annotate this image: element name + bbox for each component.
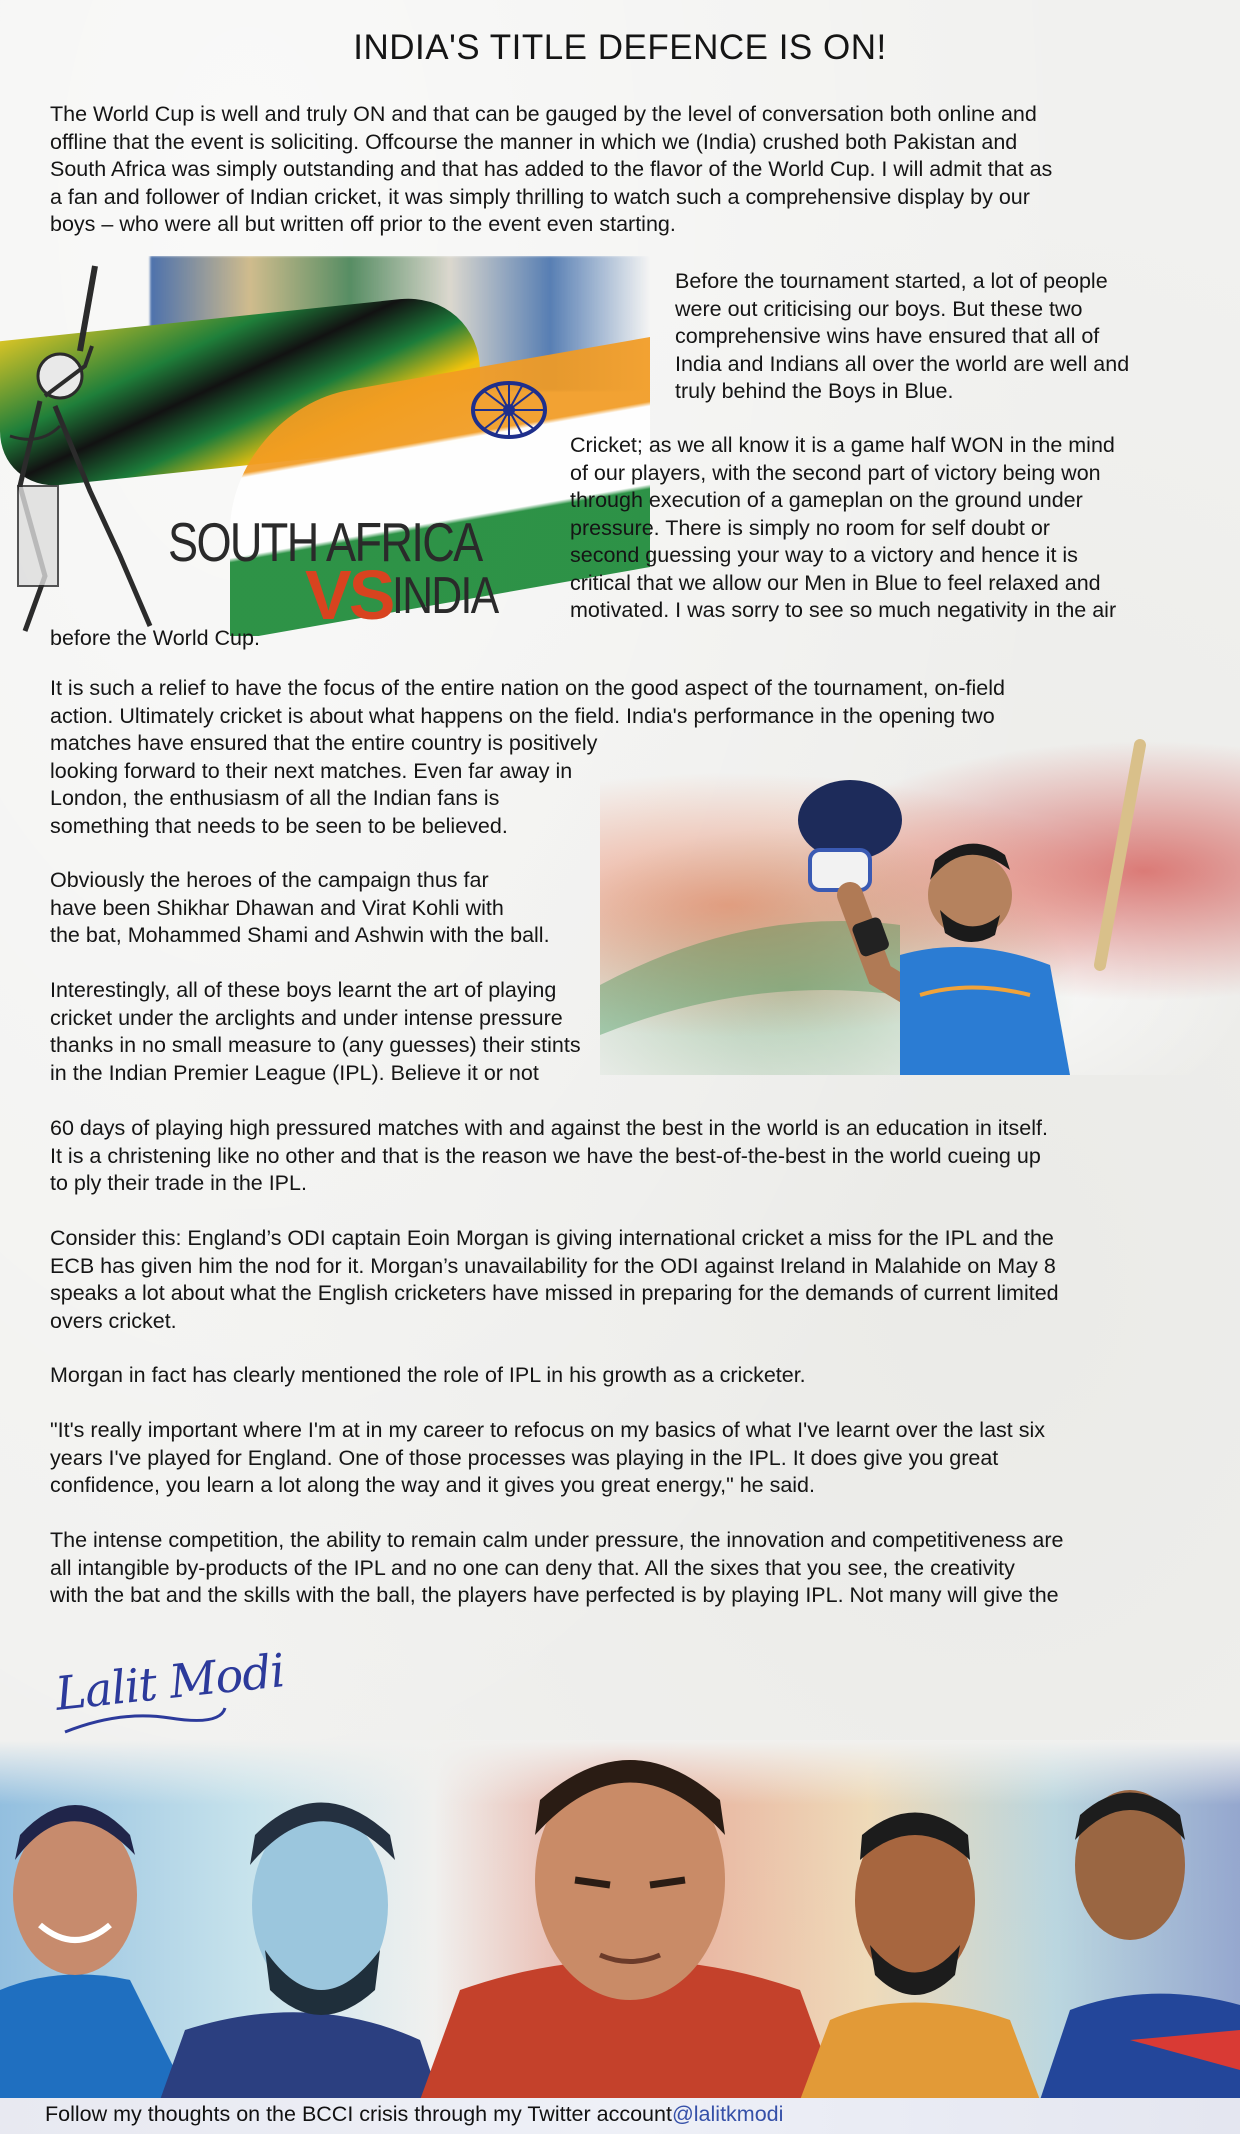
text-line: the bat, Mohammed Shami and Ashwin with the ball. <box>50 923 550 947</box>
text-line: all intangible by-products of the IPL and no one can deny that. All the sixes that you see, the creativity <box>50 1555 1015 1580</box>
paragraph-intro <box>50 101 1210 239</box>
text-line: Before the tournament started, a lot of people <box>675 269 1108 293</box>
footer-message <box>45 2102 783 2127</box>
text-line: pressure. There is simply no room for self doubt or <box>570 515 1050 540</box>
text-line: years I've played for England. One of those processes was playing in the IPL. It does give you great <box>50 1445 999 1470</box>
batsman-silhouette-icon <box>0 256 170 636</box>
text-line: were out criticising our boys. But these two <box>675 296 1083 321</box>
player-5-figure <box>1040 1790 1240 2100</box>
text-line: South Africa was simply outstanding and that has added to the flavor of the World Cup. I will admit that as <box>50 157 1053 181</box>
text-line: something that needs to be seen to be believed. <box>50 813 508 838</box>
paragraph-quote <box>50 1417 1210 1500</box>
paragraph-mindset <box>570 432 1116 625</box>
text-line: have been Shikhar Dhawan and Virat Kohli with <box>50 895 504 920</box>
text-line: cricket under the arclights and under intense pressure <box>50 1005 563 1030</box>
hero-team-2: INDIA <box>392 567 498 625</box>
twitter-handle-link[interactable]: @lalitkmodi <box>671 2102 784 2126</box>
paragraph-mindset-tail <box>50 625 260 653</box>
paragraph-morgan <box>50 1225 1210 1335</box>
text-line: Consider this: England’s ODI captain Eoin Morgan is giving international cricket a miss for the IPL and the <box>50 1226 1054 1250</box>
ashoka-chakra-icon <box>470 380 548 440</box>
text-line: second guessing your way to a victory and hence it is <box>570 543 1078 567</box>
text-line: London, the enthusiasm of all the Indian fans is <box>50 786 500 810</box>
text-line: comprehensive wins have ensured that all of <box>675 324 1100 348</box>
paragraph-criticism <box>675 268 1129 406</box>
hero-team-1: SOUTH AFRICA <box>168 511 482 573</box>
signature-flourish-icon <box>60 1700 230 1740</box>
text-line: Obviously the heroes of the campaign thus far <box>50 868 489 892</box>
hero-vs: VS <box>305 556 393 634</box>
article-title: INDIA'S TITLE DEFENCE IS ON! <box>353 28 887 67</box>
text-line: critical that we allow our Men in Blue to feel relaxed and <box>570 570 1101 595</box>
text-line: matches have ensured that the entire country is positively <box>50 731 598 755</box>
paragraph-morgan-growth <box>50 1362 1210 1390</box>
players-figures-icon <box>0 1740 1240 2100</box>
text-line: of our players, with the second part of victory being won <box>570 460 1101 485</box>
text-line: through execution of a gameplan on the ground under <box>570 488 1083 512</box>
text-line: truly behind the Boys in Blue. <box>675 379 954 403</box>
player-2-figure <box>160 1803 440 2101</box>
footer-text: Follow my thoughts on the BCCI crisis through my Twitter account <box>45 2102 672 2126</box>
players-collage-image <box>0 1740 1240 2100</box>
text-line: overs cricket. <box>50 1308 177 1333</box>
text-line: motivated. I was sorry to see so much negativity in the air <box>570 598 1117 622</box>
text-line: action. Ultimately cricket is about what happens on the field. India's performance in the opening two <box>50 703 995 728</box>
paragraph-conclusion <box>50 1527 1210 1610</box>
text-line: a fan and follower of Indian cricket, it was simply thrilling to watch such a comprehensive display by our <box>50 184 1030 209</box>
text-line: looking forward to their next matches. Even far away in <box>50 758 573 783</box>
player-1-figure <box>0 1805 190 2100</box>
paragraph-60-days <box>50 1115 1210 1198</box>
text-line: in the Indian Premier League (IPL). Believe it or not <box>50 1060 539 1085</box>
text-line: Morgan in fact has clearly mentioned the role of IPL in his growth as a cricketer. <box>50 1363 806 1387</box>
paragraph-focus <box>50 675 1210 840</box>
text-line: ECB has given him the nod for it. Morgan’s unavailability for the ODI against Ireland in Malahide on May 8 <box>50 1253 1056 1278</box>
text-line: speaks a lot about what the English cricketers have missed in preparing for the demands of current limited <box>50 1281 1059 1305</box>
text-line: thanks in no small measure to (any guesses) their stints <box>50 1033 581 1057</box>
text-line: Interestingly, all of these boys learnt the art of playing <box>50 978 557 1002</box>
text-line: "It's really important where I'm at in my career to refocus on my basics of what I've learnt over the last six <box>50 1418 1045 1442</box>
text-line: before the World Cup. <box>50 626 260 650</box>
player-4-figure <box>800 1813 1040 2101</box>
text-line: Cricket; as we all know it is a game half WON in the mind <box>570 433 1115 457</box>
text-line: The intense competition, the ability to remain calm under pressure, the innovation and competitiveness are <box>50 1528 1064 1552</box>
text-line: offline that the event is soliciting. Offcourse the manner in which we (India) crushed both Pakistan and <box>50 129 1018 154</box>
text-line: 60 days of playing high pressured matches with and against the best in the world is an education in itself. <box>50 1116 1048 1140</box>
text-line: with the bat and the skills with the ball, the players have perfected is by playing IPL. Not many will give the <box>50 1583 1059 1607</box>
text-line: to ply their trade in the IPL. <box>50 1171 307 1195</box>
text-line: confidence, you learn a lot along the way and it gives you great energy," he said. <box>50 1473 815 1497</box>
signature: Lalit Modi <box>52 1643 287 1721</box>
player-3-figure <box>420 1760 840 2100</box>
text-line: It is a christening like no other and that is the reason we have the best-of-the-best in the world cueing up <box>50 1143 1041 1168</box>
text-line: India and Indians all over the world are well and <box>675 351 1130 376</box>
paragraph-heroes <box>50 867 550 950</box>
text-line: It is such a relief to have the focus of the entire nation on the good aspect of the tournament, on-field <box>50 676 1005 700</box>
paragraph-ipl-training <box>50 977 581 1087</box>
text-line: The World Cup is well and truly ON and that can be gauged by the level of conversation both online and <box>50 102 1037 126</box>
text-line: boys – who were all but written off prior to the event even starting. <box>50 212 676 236</box>
